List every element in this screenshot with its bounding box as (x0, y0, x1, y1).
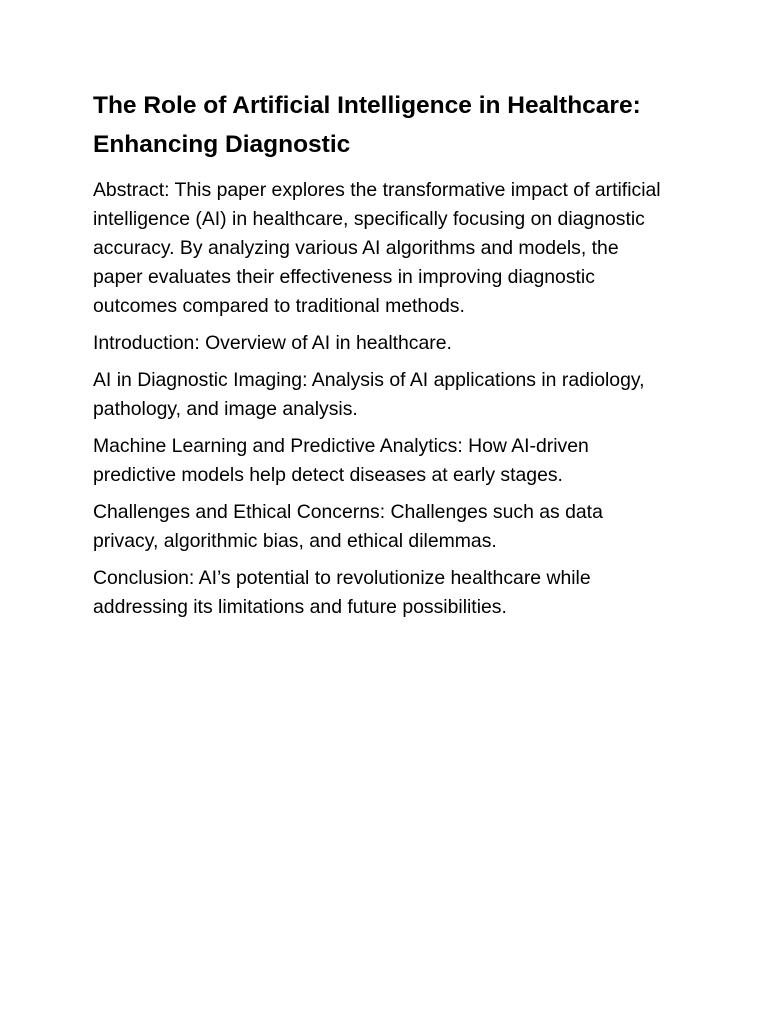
challenges-paragraph: Challenges and Ethical Concerns: Challenges such as data privacy, algorithmic bias, and ethical dilemmas. (93, 501, 603, 552)
document-page (93, 86, 673, 630)
conclusion-paragraph: Conclusion: AI’s potential to revolutionize healthcare while addressing its limitations and future possibilities. (93, 567, 591, 618)
machine-learning-paragraph: Machine Learning and Predictive Analytics: How AI-driven predictive models help detect diseases at early stages. (93, 435, 589, 486)
document-title: The Role of Artificial Intelligence in Healthcare: Enhancing Diagnostic (93, 92, 641, 158)
diagnostic-imaging-paragraph: AI in Diagnostic Imaging: Analysis of AI applications in radiology, pathology, and image analysis. (93, 369, 645, 420)
introduction-paragraph: Introduction: Overview of AI in healthcare. (93, 332, 452, 354)
abstract-paragraph: Abstract: This paper explores the transformative impact of artificial intelligence (AI) in healthcare, specifically focusing on diagnostic accuracy. By analyzing various AI algorithms and models, the paper evaluates their effectiveness in improving diagnostic outcomes compared to traditional methods. (93, 179, 661, 317)
